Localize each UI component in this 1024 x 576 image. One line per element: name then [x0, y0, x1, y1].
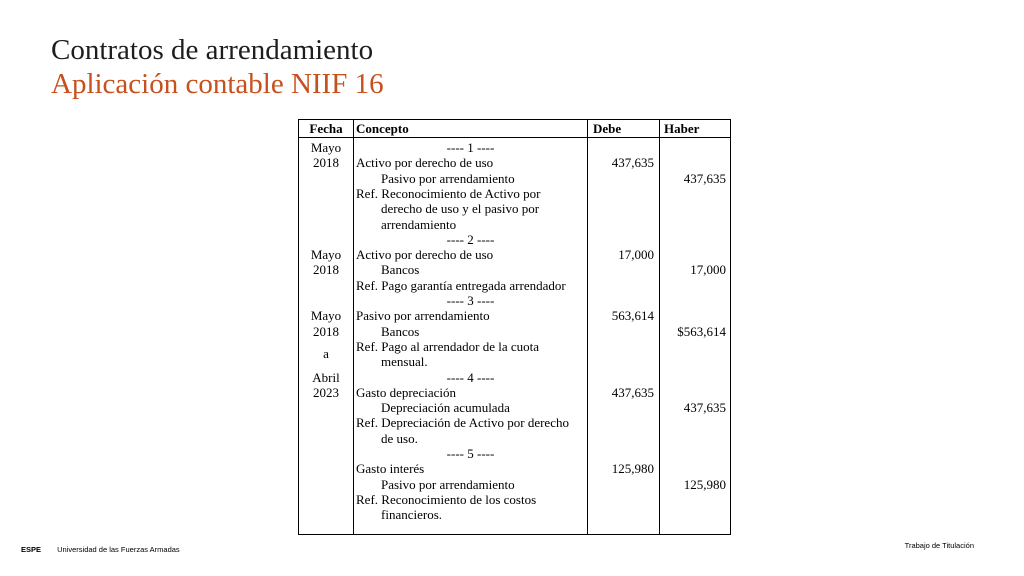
cell-haber: 125,980 — [683, 476, 726, 492]
cell-concepto: ---- 3 ---- — [446, 293, 495, 308]
cell-fecha: Abril — [312, 369, 340, 385]
cell-debe: 125,980 — [611, 461, 654, 477]
footer-left — [21, 545, 180, 554]
cell-concepto: ---- 4 ---- — [446, 369, 495, 385]
cell-concepto: ---- 2 ---- — [446, 231, 495, 247]
cell-concepto: Pasivo por arrendamiento — [381, 476, 515, 492]
cell-concepto: Gasto interés — [356, 461, 425, 477]
university-name: Universidad de las Fuerzas Armadas — [57, 545, 180, 554]
cell-concepto: ---- 5 ---- — [446, 446, 495, 461]
cell-fecha: Mayo — [310, 140, 342, 155]
cell-concepto: Gasto depreciación — [356, 384, 456, 400]
cell-concepto: mensual. — [381, 354, 428, 370]
cell-debe: 437,635 — [611, 155, 654, 171]
cell-concepto: Activo por derecho de uso — [356, 247, 494, 263]
journal-table — [298, 119, 731, 535]
cell-fecha: 2018 — [313, 155, 339, 171]
cell-haber: 17,000 — [690, 262, 726, 278]
header-divider — [299, 137, 730, 138]
cell-concepto: Depreciación acumulada — [381, 400, 510, 416]
cell-fecha: Mayo — [310, 247, 342, 263]
cell-haber: 437,635 — [683, 400, 726, 416]
column-divider — [353, 120, 354, 534]
cell-concepto: Ref. Reconocimiento de los costos — [356, 491, 537, 507]
cell-debe: 563,614 — [611, 308, 654, 324]
footer-right: Trabajo de Titulación — [904, 541, 974, 550]
header-haber: Haber — [664, 121, 700, 136]
cell-fecha: 2018 — [313, 262, 339, 278]
cell-concepto: Ref. Reconocimiento de Activo por — [356, 185, 541, 201]
cell-concepto: de uso. — [381, 430, 418, 446]
cell-debe: 17,000 — [618, 247, 654, 263]
cell-concepto: Ref. Pago al arrendador de la cuota — [356, 338, 540, 354]
espe-logo-text: ESPE — [21, 545, 42, 554]
cell-fecha: 2018 — [313, 323, 339, 339]
header-debe: Debe — [593, 121, 622, 136]
cell-fecha: 2023 — [313, 384, 339, 400]
header-fecha: Fecha — [309, 121, 343, 136]
cell-concepto: Bancos — [381, 262, 420, 278]
cell-concepto: derecho de uso y el pasivo por — [381, 201, 540, 217]
cell-concepto: ---- 1 ---- — [446, 140, 495, 155]
cell-concepto: Pasivo por arrendamiento — [381, 170, 515, 186]
cell-concepto: Bancos — [381, 323, 420, 339]
slide-subtitle: Aplicación contable NIIF 16 — [51, 68, 384, 100]
cell-concepto: Ref. Depreciación de Activo por derecho — [356, 415, 569, 431]
cell-concepto: Pasivo por arrendamiento — [356, 308, 490, 324]
fecha-connector: a — [323, 346, 329, 361]
cell-concepto: Activo por derecho de uso — [356, 155, 494, 171]
cell-fecha: Mayo — [310, 308, 342, 324]
cell-concepto: Ref. Pago garantía entregada arrendador — [356, 277, 566, 293]
cell-debe: 437,635 — [611, 384, 654, 400]
cell-haber: 437,635 — [683, 170, 726, 186]
cell-concepto: arrendamiento — [381, 216, 457, 232]
cell-concepto: financieros. — [381, 507, 443, 523]
header-concepto: Concepto — [356, 121, 409, 136]
cell-haber: $563,614 — [677, 323, 726, 339]
slide-title: Contratos de arrendamiento — [51, 34, 374, 66]
